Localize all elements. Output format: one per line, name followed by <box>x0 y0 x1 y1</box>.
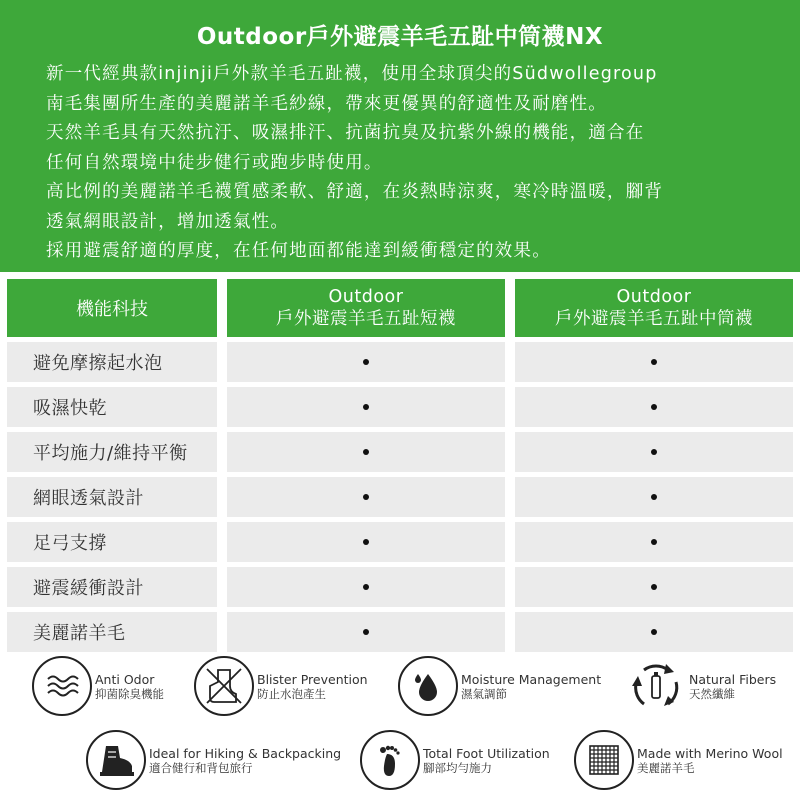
table-row <box>0 612 800 652</box>
product-description <box>46 60 766 267</box>
feature-label-zh: 美麗諾羊毛 <box>637 760 695 775</box>
anti-odor-icon <box>32 656 92 716</box>
description-line: 採用避震舒適的厚度，在任何地面都能達到緩衝穩定的效果。 <box>46 241 551 261</box>
check-dot-icon <box>363 449 369 455</box>
header-column-short-socks <box>227 279 505 337</box>
column-product-label: 戶外避震羊毛五趾中筒襪 <box>555 309 753 329</box>
merino-wool-icon <box>574 730 634 790</box>
column-brand-label: Outdoor <box>328 287 404 307</box>
table-row <box>0 387 800 427</box>
feature-cell: 平均施力/維持平衡 <box>7 432 217 472</box>
feature-label-zh: 濕氣調節 <box>461 686 507 701</box>
table-row <box>0 522 800 562</box>
description-line: 任何自然環境中徒步健行或跑步時使用。 <box>46 152 383 173</box>
check-dot-icon <box>363 494 369 500</box>
blister-prevention-icon <box>194 656 254 716</box>
table-row <box>0 432 800 472</box>
feature-label-en: Natural Fibers <box>689 671 777 687</box>
check-dot-icon <box>363 539 369 545</box>
feature-cell: 吸濕快乾 <box>7 387 217 427</box>
moisture-management-icon <box>398 656 458 716</box>
description-line: 高比例的美麗諾羊毛襪質感柔軟、舒適，在炎熱時涼爽，寒冷時溫暖，腳背 <box>46 182 664 202</box>
check-dot-icon <box>651 539 657 545</box>
check-dot-icon <box>651 584 657 590</box>
feature-blister-prevention <box>194 656 368 716</box>
description-line: 新一代經典款injinji戶外款羊毛五趾襪，使用全球頂尖的Südwollegroup <box>46 64 658 84</box>
table-row <box>0 342 800 382</box>
description-line: 透氣網眼設計，增加透氣性。 <box>46 211 290 232</box>
column-product-label: 戶外避震羊毛五趾短襪 <box>276 309 456 329</box>
table-header-row <box>0 279 800 337</box>
header-column-crew-socks <box>515 279 793 337</box>
foot-icon <box>360 730 420 790</box>
feature-label-en: Anti Odor <box>95 671 155 687</box>
feature-label-zh: 腳部均勻施力 <box>423 760 492 775</box>
check-dot-icon <box>651 494 657 500</box>
check-dot-icon <box>651 449 657 455</box>
feature-cell: 避免摩擦起水泡 <box>7 342 217 382</box>
intro-banner <box>0 0 800 272</box>
feature-label-en: Blister Prevention <box>257 671 368 687</box>
feature-label-zh: 天然纖維 <box>689 686 735 701</box>
check-dot-icon <box>651 404 657 410</box>
feature-hiking <box>86 730 341 790</box>
column-brand-label: Outdoor <box>616 287 692 307</box>
feature-natural-fibers <box>626 656 776 716</box>
check-dot-icon <box>363 404 369 410</box>
feature-label-zh: 防止水泡產生 <box>257 686 326 701</box>
feature-cell: 避震緩衝設計 <box>7 567 217 607</box>
feature-anti-odor <box>32 656 164 716</box>
feature-moisture-management <box>398 656 601 716</box>
feature-label-en: Made with Merino Wool <box>637 745 783 761</box>
header-feature-label: 機能科技 <box>76 299 148 320</box>
feature-label-en: Moisture Management <box>461 671 602 687</box>
hiking-boot-icon <box>86 730 146 790</box>
feature-cell: 網眼透氣設計 <box>7 477 217 517</box>
feature-label-zh: 適合健行和背包旅行 <box>149 760 253 775</box>
feature-cell: 足弓支撐 <box>7 522 217 562</box>
check-dot-icon <box>651 359 657 365</box>
table-row <box>0 477 800 517</box>
description-line: 南毛集團所生產的美麗諾羊毛紗線，帶來更優異的舒適性及耐磨性。 <box>46 93 607 114</box>
page-title: Outdoor戶外避震羊毛五趾中筒襪NX <box>196 24 604 50</box>
feature-label-en: Total Foot Utilization <box>423 745 550 761</box>
feature-total-foot <box>360 730 550 790</box>
check-dot-icon <box>363 359 369 365</box>
check-dot-icon <box>363 629 369 635</box>
check-dot-icon <box>651 629 657 635</box>
feature-label-zh: 抑菌除臭機能 <box>95 686 164 701</box>
natural-fibers-icon <box>626 656 686 716</box>
check-dot-icon <box>363 584 369 590</box>
feature-merino-wool <box>574 730 783 790</box>
feature-cell: 美麗諾羊毛 <box>7 612 217 652</box>
table-row <box>0 567 800 607</box>
description-line: 天然羊毛具有天然抗汙、吸濕排汗、抗菌抗臭及抗紫外線的機能，適合在 <box>46 123 645 143</box>
feature-label-en: Ideal for Hiking & Backpacking <box>149 745 342 761</box>
header-feature-cell <box>7 279 217 337</box>
